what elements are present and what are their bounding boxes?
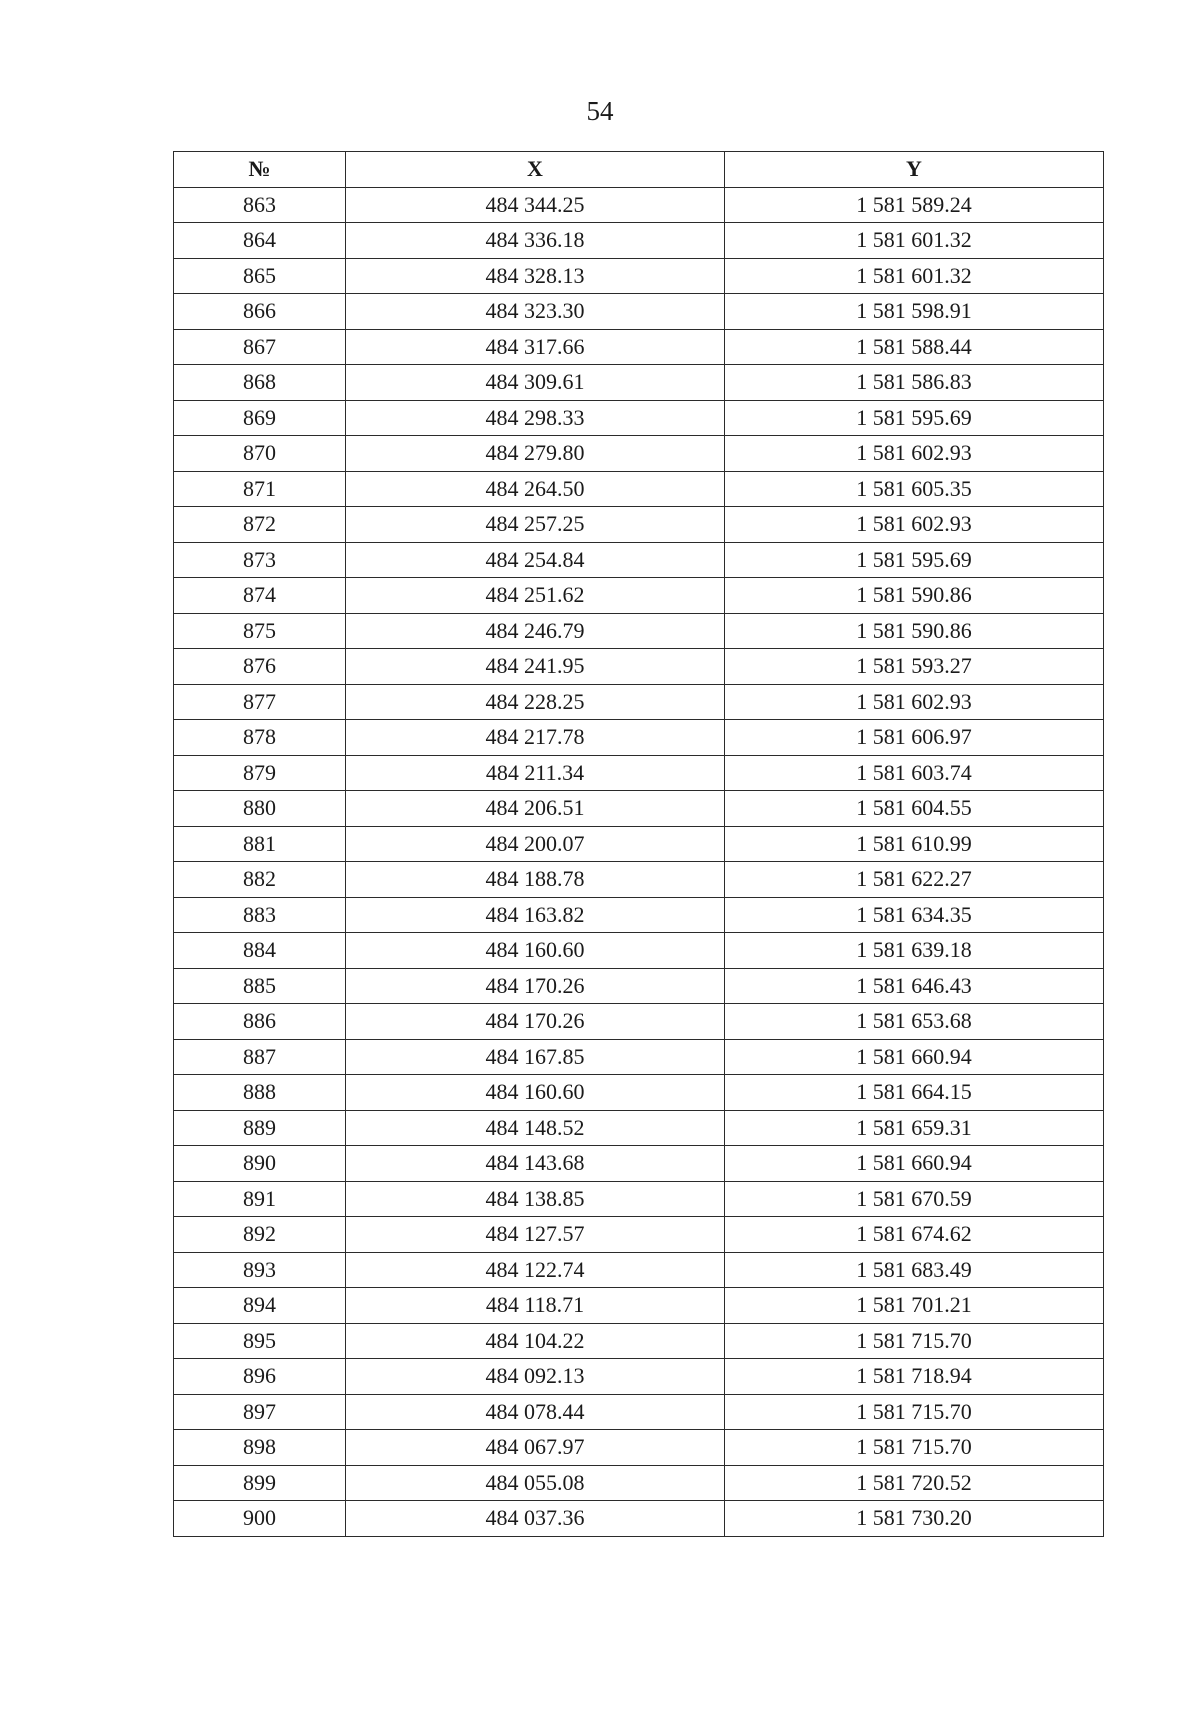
cell-y: 1 581 646.43 — [725, 968, 1104, 1004]
cell-x: 484 092.13 — [346, 1359, 725, 1395]
cell-x: 484 251.62 — [346, 578, 725, 614]
table-row — [174, 507, 1104, 543]
header-x: X — [346, 152, 725, 188]
table-row — [174, 329, 1104, 365]
header-y: Y — [725, 152, 1104, 188]
cell-x: 484 127.57 — [346, 1217, 725, 1253]
cell-number: 867 — [174, 329, 346, 365]
cell-x: 484 143.68 — [346, 1146, 725, 1182]
cell-number: 885 — [174, 968, 346, 1004]
table-row — [174, 1146, 1104, 1182]
cell-number: 864 — [174, 223, 346, 259]
table-row — [174, 897, 1104, 933]
header-number: № — [174, 152, 346, 188]
cell-number: 887 — [174, 1039, 346, 1075]
cell-number: 874 — [174, 578, 346, 614]
cell-y: 1 581 601.32 — [725, 223, 1104, 259]
table-header — [174, 152, 1104, 188]
table-row — [174, 1323, 1104, 1359]
cell-y: 1 581 720.52 — [725, 1465, 1104, 1501]
cell-x: 484 344.25 — [346, 187, 725, 223]
cell-x: 484 067.97 — [346, 1430, 725, 1466]
table-row — [174, 578, 1104, 614]
cell-x: 484 188.78 — [346, 862, 725, 898]
cell-number: 895 — [174, 1323, 346, 1359]
cell-x: 484 160.60 — [346, 1075, 725, 1111]
table-row — [174, 1004, 1104, 1040]
cell-y: 1 581 622.27 — [725, 862, 1104, 898]
table-row — [174, 542, 1104, 578]
table-row — [174, 1359, 1104, 1395]
cell-x: 484 167.85 — [346, 1039, 725, 1075]
cell-y: 1 581 601.32 — [725, 258, 1104, 294]
cell-x: 484 148.52 — [346, 1110, 725, 1146]
cell-number: 888 — [174, 1075, 346, 1111]
header-row — [174, 152, 1104, 188]
cell-x: 484 163.82 — [346, 897, 725, 933]
cell-x: 484 170.26 — [346, 1004, 725, 1040]
table-row — [174, 1501, 1104, 1537]
cell-x: 484 328.13 — [346, 258, 725, 294]
cell-x: 484 138.85 — [346, 1181, 725, 1217]
table-row — [174, 258, 1104, 294]
cell-y: 1 581 660.94 — [725, 1146, 1104, 1182]
cell-x: 484 309.61 — [346, 365, 725, 401]
cell-x: 484 217.78 — [346, 720, 725, 756]
cell-y: 1 581 602.93 — [725, 436, 1104, 472]
page-number: 54 — [586, 96, 614, 126]
cell-number: 896 — [174, 1359, 346, 1395]
cell-x: 484 055.08 — [346, 1465, 725, 1501]
table-row — [174, 826, 1104, 862]
cell-number: 894 — [174, 1288, 346, 1324]
cell-y: 1 581 595.69 — [725, 400, 1104, 436]
cell-number: 872 — [174, 507, 346, 543]
cell-x: 484 317.66 — [346, 329, 725, 365]
cell-y: 1 581 589.24 — [725, 187, 1104, 223]
table-row — [174, 755, 1104, 791]
cell-number: 886 — [174, 1004, 346, 1040]
table-row — [174, 294, 1104, 330]
cell-y: 1 581 604.55 — [725, 791, 1104, 827]
cell-number: 881 — [174, 826, 346, 862]
cell-number: 898 — [174, 1430, 346, 1466]
cell-y: 1 581 610.99 — [725, 826, 1104, 862]
cell-y: 1 581 670.59 — [725, 1181, 1104, 1217]
table-row — [174, 436, 1104, 472]
cell-y: 1 581 588.44 — [725, 329, 1104, 365]
cell-y: 1 581 674.62 — [725, 1217, 1104, 1253]
cell-number: 893 — [174, 1252, 346, 1288]
cell-y: 1 581 606.97 — [725, 720, 1104, 756]
table-row — [174, 613, 1104, 649]
cell-y: 1 581 598.91 — [725, 294, 1104, 330]
cell-x: 484 228.25 — [346, 684, 725, 720]
table-row — [174, 471, 1104, 507]
cell-y: 1 581 659.31 — [725, 1110, 1104, 1146]
table-row — [174, 187, 1104, 223]
cell-number: 883 — [174, 897, 346, 933]
cell-y: 1 581 715.70 — [725, 1323, 1104, 1359]
cell-x: 484 037.36 — [346, 1501, 725, 1537]
cell-x: 484 254.84 — [346, 542, 725, 578]
cell-x: 484 078.44 — [346, 1394, 725, 1430]
cell-number: 871 — [174, 471, 346, 507]
cell-y: 1 581 653.68 — [725, 1004, 1104, 1040]
cell-x: 484 323.30 — [346, 294, 725, 330]
cell-x: 484 200.07 — [346, 826, 725, 862]
cell-number: 863 — [174, 187, 346, 223]
cell-number: 892 — [174, 1217, 346, 1253]
cell-number: 897 — [174, 1394, 346, 1430]
table-body — [174, 187, 1104, 1536]
table-row — [174, 968, 1104, 1004]
cell-x: 484 122.74 — [346, 1252, 725, 1288]
table-row — [174, 1252, 1104, 1288]
cell-number: 882 — [174, 862, 346, 898]
table-row — [174, 1430, 1104, 1466]
cell-y: 1 581 664.15 — [725, 1075, 1104, 1111]
cell-x: 484 104.22 — [346, 1323, 725, 1359]
cell-number: 900 — [174, 1501, 346, 1537]
table-row — [174, 791, 1104, 827]
cell-number: 873 — [174, 542, 346, 578]
cell-y: 1 581 701.21 — [725, 1288, 1104, 1324]
cell-number: 869 — [174, 400, 346, 436]
cell-x: 484 241.95 — [346, 649, 725, 685]
table-row — [174, 1465, 1104, 1501]
table-row — [174, 684, 1104, 720]
table-row — [174, 223, 1104, 259]
table-row — [174, 933, 1104, 969]
cell-number: 875 — [174, 613, 346, 649]
cell-y: 1 581 590.86 — [725, 613, 1104, 649]
table-row — [174, 1181, 1104, 1217]
table-row — [174, 1039, 1104, 1075]
cell-number: 876 — [174, 649, 346, 685]
cell-x: 484 257.25 — [346, 507, 725, 543]
table-row — [174, 1288, 1104, 1324]
cell-y: 1 581 639.18 — [725, 933, 1104, 969]
cell-number: 880 — [174, 791, 346, 827]
cell-y: 1 581 590.86 — [725, 578, 1104, 614]
cell-x: 484 118.71 — [346, 1288, 725, 1324]
cell-y: 1 581 634.35 — [725, 897, 1104, 933]
cell-x: 484 264.50 — [346, 471, 725, 507]
table-row — [174, 720, 1104, 756]
cell-y: 1 581 593.27 — [725, 649, 1104, 685]
cell-x: 484 170.26 — [346, 968, 725, 1004]
table-row — [174, 862, 1104, 898]
cell-x: 484 160.60 — [346, 933, 725, 969]
cell-x: 484 211.34 — [346, 755, 725, 791]
cell-x: 484 279.80 — [346, 436, 725, 472]
cell-y: 1 581 603.74 — [725, 755, 1104, 791]
cell-y: 1 581 683.49 — [725, 1252, 1104, 1288]
cell-number: 870 — [174, 436, 346, 472]
coordinates-table — [173, 151, 1104, 1537]
table-row — [174, 1394, 1104, 1430]
table-row — [174, 365, 1104, 401]
cell-y: 1 581 730.20 — [725, 1501, 1104, 1537]
table-row — [174, 1110, 1104, 1146]
cell-y: 1 581 718.94 — [725, 1359, 1104, 1395]
cell-y: 1 581 586.83 — [725, 365, 1104, 401]
cell-number: 865 — [174, 258, 346, 294]
cell-number: 868 — [174, 365, 346, 401]
cell-number: 891 — [174, 1181, 346, 1217]
cell-y: 1 581 715.70 — [725, 1430, 1104, 1466]
cell-y: 1 581 602.93 — [725, 507, 1104, 543]
cell-number: 899 — [174, 1465, 346, 1501]
cell-number: 890 — [174, 1146, 346, 1182]
table-row — [174, 400, 1104, 436]
cell-number: 889 — [174, 1110, 346, 1146]
cell-y: 1 581 605.35 — [725, 471, 1104, 507]
cell-x: 484 206.51 — [346, 791, 725, 827]
cell-y: 1 581 595.69 — [725, 542, 1104, 578]
cell-x: 484 246.79 — [346, 613, 725, 649]
cell-number: 866 — [174, 294, 346, 330]
cell-number: 884 — [174, 933, 346, 969]
table-row — [174, 1217, 1104, 1253]
cell-number: 878 — [174, 720, 346, 756]
cell-y: 1 581 660.94 — [725, 1039, 1104, 1075]
cell-number: 877 — [174, 684, 346, 720]
cell-x: 484 336.18 — [346, 223, 725, 259]
table-row — [174, 649, 1104, 685]
table-row — [174, 1075, 1104, 1111]
cell-y: 1 581 602.93 — [725, 684, 1104, 720]
cell-y: 1 581 715.70 — [725, 1394, 1104, 1430]
cell-number: 879 — [174, 755, 346, 791]
cell-x: 484 298.33 — [346, 400, 725, 436]
